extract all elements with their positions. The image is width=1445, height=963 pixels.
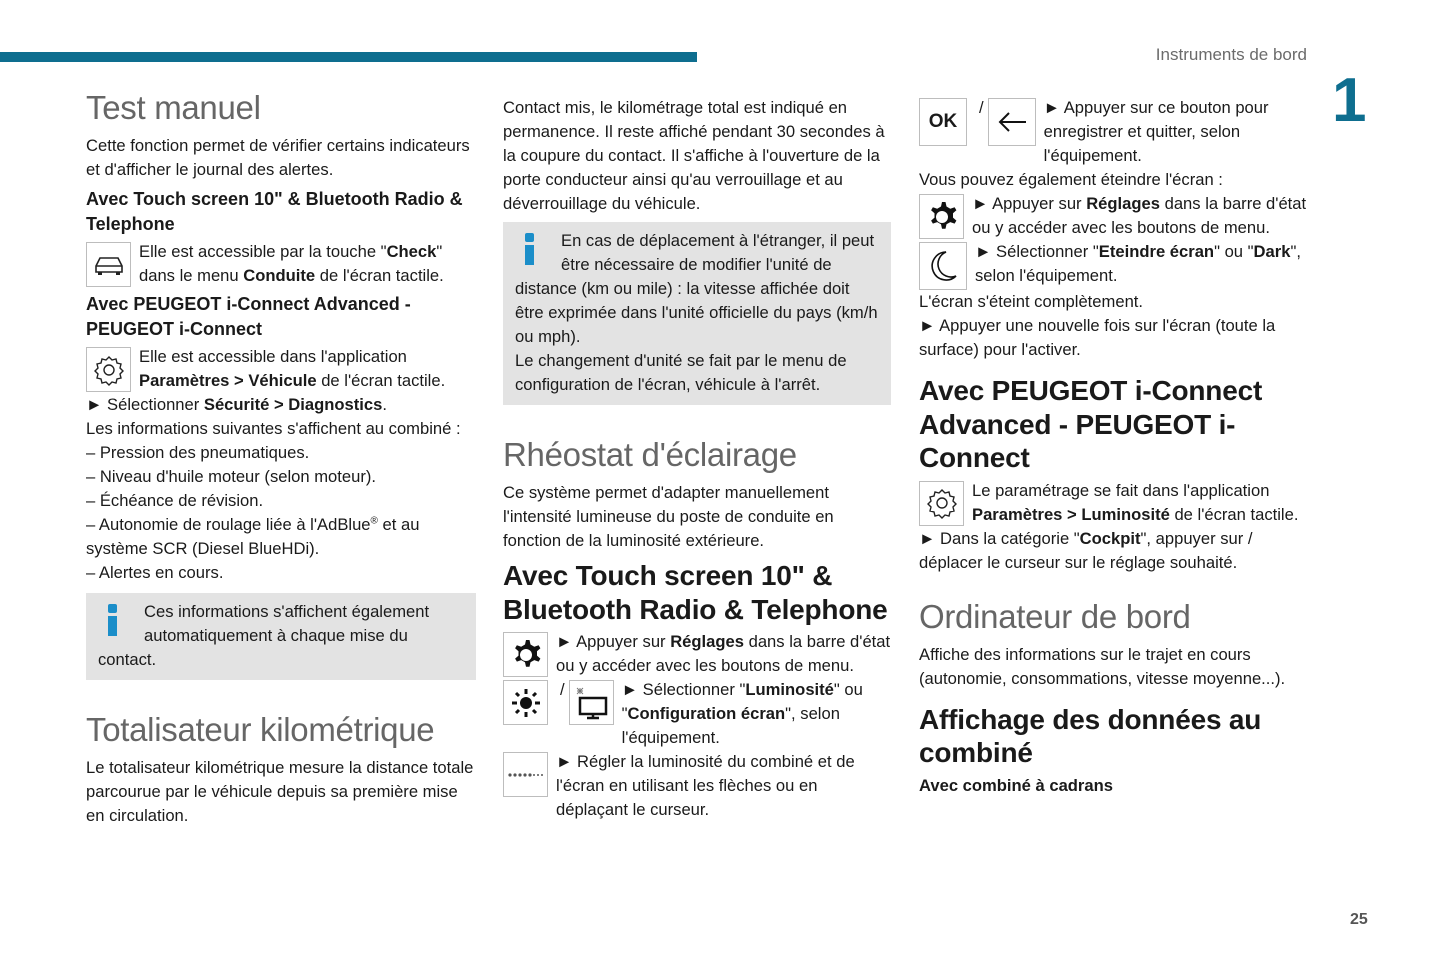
- computer-title: Ordinateur de bord: [919, 597, 1191, 635]
- iconnect-heading: Avec PEUGEOT i-Connect Advanced - PEUGEOT i-Connect: [86, 294, 411, 339]
- settings-gear-icon: [503, 632, 548, 677]
- info-note-text: Ces informations s'affichent également automatiquement à chaque mise du contact.: [98, 602, 430, 669]
- display-subheading: Avec combiné à cadrans: [919, 775, 1113, 795]
- section-header: Instruments de bord: [1155, 45, 1307, 64]
- slash-separator: /: [979, 98, 984, 117]
- slider-dots-icon: [503, 752, 548, 797]
- column-3: [919, 96, 1311, 800]
- step-adjust-row: [503, 750, 891, 822]
- ok-button-icon: OK: [919, 98, 967, 146]
- info-intro: Les informations suivantes s'affichent au combiné :: [86, 419, 461, 438]
- back-arrow-icon: [988, 98, 1036, 146]
- column-1: [86, 88, 476, 828]
- odometer-text: Le totalisateur kilométrique mesure la distance totale parcourue par le véhicule depuis sa première mise en circulation.: [86, 758, 474, 825]
- list-item: – Alertes en cours.: [86, 563, 224, 582]
- touch-heading-large: Avec Touch screen 10" & Bluetooth Radio & Telephone: [503, 560, 888, 625]
- off-result: L'écran s'éteint complètement.: [919, 292, 1144, 311]
- info-note-text-2: Le changement d'unité se fait par le menu de configuration de l'écran, véhicule à l'arrêt.: [515, 351, 847, 394]
- step-brightness-row: [503, 678, 891, 750]
- iconnect-access-row: [86, 345, 476, 393]
- off-step1-text: ► Appuyer sur Réglages dans la barre d'état ou y accéder avec les boutons de menu.: [972, 194, 1307, 237]
- param-text: Le paramétrage se fait dans l'application Paramètres > Luminosité de l'écran tactile.: [972, 480, 1299, 524]
- screen-config-icon: [569, 680, 614, 725]
- list-item: – Niveau d'huile moteur (selon moteur).: [86, 467, 377, 486]
- cockpit-text: ► Dans la catégorie "Cockpit", appuyer sur / déplacer le curseur sur le réglage souhaité.: [919, 528, 1253, 572]
- settings-gear-icon: [919, 194, 964, 239]
- save-row: [919, 96, 1311, 168]
- car-icon: [86, 242, 131, 287]
- off-again: ► Appuyer une nouvelle fois sur l'écran (toute la surface) pour l'activer.: [919, 316, 1276, 359]
- header-accent-bar: [0, 52, 697, 62]
- step-settings-row: [503, 630, 891, 678]
- rheostat-title: Rhéostat d'éclairage: [503, 436, 797, 473]
- moon-icon: [919, 242, 967, 290]
- step-settings-text: ► Appuyer sur Réglages dans la barre d'état ou y accéder avec les boutons de menu.: [556, 632, 891, 675]
- save-text: ► Appuyer sur ce bouton pour enregistrer et quitter, selon l'équipement.: [1043, 98, 1269, 165]
- touch-heading: Avec Touch screen 10" & Bluetooth Radio & Telephone: [86, 189, 463, 234]
- column-2: [503, 96, 891, 822]
- settings-gear-icon: [86, 347, 131, 392]
- info-icon: [106, 602, 130, 646]
- list-item: – Pression des pneumatiques.: [86, 443, 310, 462]
- list-item: – Échéance de révision.: [86, 491, 264, 510]
- chapter-number: 1: [1332, 66, 1367, 135]
- rheostat-text: Ce système permet d'adapter manuellement l'intensité lumineuse du poste de conduite en fonction de la luminosité extérieure.: [503, 483, 834, 550]
- display-heading: Affichage des données au combiné: [919, 703, 1262, 768]
- brightness-icon: [503, 680, 548, 725]
- touch-access-text: Elle est accessible par la touche "Check" dans le menu Conduite de l'écran tactile.: [139, 242, 444, 285]
- off-step2-text: ► Sélectionner "Eteindre écran" ou "Dark", selon l'équipement.: [975, 242, 1301, 285]
- iconnect-access-text: Elle est accessible dans l'application Paramètres > Véhicule de l'écran tactile.: [139, 347, 446, 390]
- step-brightness-text: ► Sélectionner "Luminosité" ou "Configuration écran", selon l'équipement.: [621, 680, 863, 747]
- info-note-box: [86, 593, 476, 680]
- test-manuel-title: Test manuel: [86, 89, 261, 126]
- settings-gear-icon: [919, 481, 964, 526]
- iconnect-heading-large: Avec PEUGEOT i-Connect Advanced - PEUGEOT i-Connect: [919, 375, 1263, 473]
- touch-access-row: [86, 240, 476, 288]
- info-note-box: [503, 222, 891, 405]
- param-row: [919, 479, 1311, 527]
- step-adjust-text: ► Régler la luminosité du combiné et de l'écran en utilisant les flèches ou en déplaçant le curseur.: [556, 752, 855, 819]
- info-note-text-1: En cas de déplacement à l'étranger, il peut être nécessaire de modifier l'unité de distance (km ou mile) : la vitesse affichée doit être exprimée dans l'unité officielle du pays (km/h ou mph).: [515, 231, 878, 346]
- computer-text: Affiche des informations sur le trajet en cours (autonomie, consommations, vitesse moyenne...).: [919, 644, 1286, 688]
- select-diagnostics: ► Sélectionner Sécurité > Diagnostics.: [86, 395, 387, 414]
- info-icon: [523, 231, 547, 275]
- test-intro: Cette fonction permet de vérifier certains indicateurs et d'afficher le journal des alertes.: [86, 136, 470, 179]
- odometer-cont-text: Contact mis, le kilométrage total est indiqué en permanence. Il reste affiché pendant 30 secondes à la coupure du contact. Il s'affiche à l'ouverture de la porte conducteur ainsi qu'au verrouillage et au déverrouillage du véhicule.: [503, 98, 885, 213]
- off-step2-row: [919, 240, 1311, 290]
- page-number: 25: [1350, 911, 1368, 928]
- odometer-title: Totalisateur kilométrique: [86, 711, 435, 748]
- list-item: – Autonomie de roulage liée à l'AdBlue® et au système SCR (Diesel BlueHDi).: [86, 515, 420, 558]
- off-step1-row: [919, 192, 1311, 240]
- off-intro: Vous pouvez également éteindre l'écran :: [919, 170, 1223, 189]
- slash-separator: /: [560, 680, 565, 699]
